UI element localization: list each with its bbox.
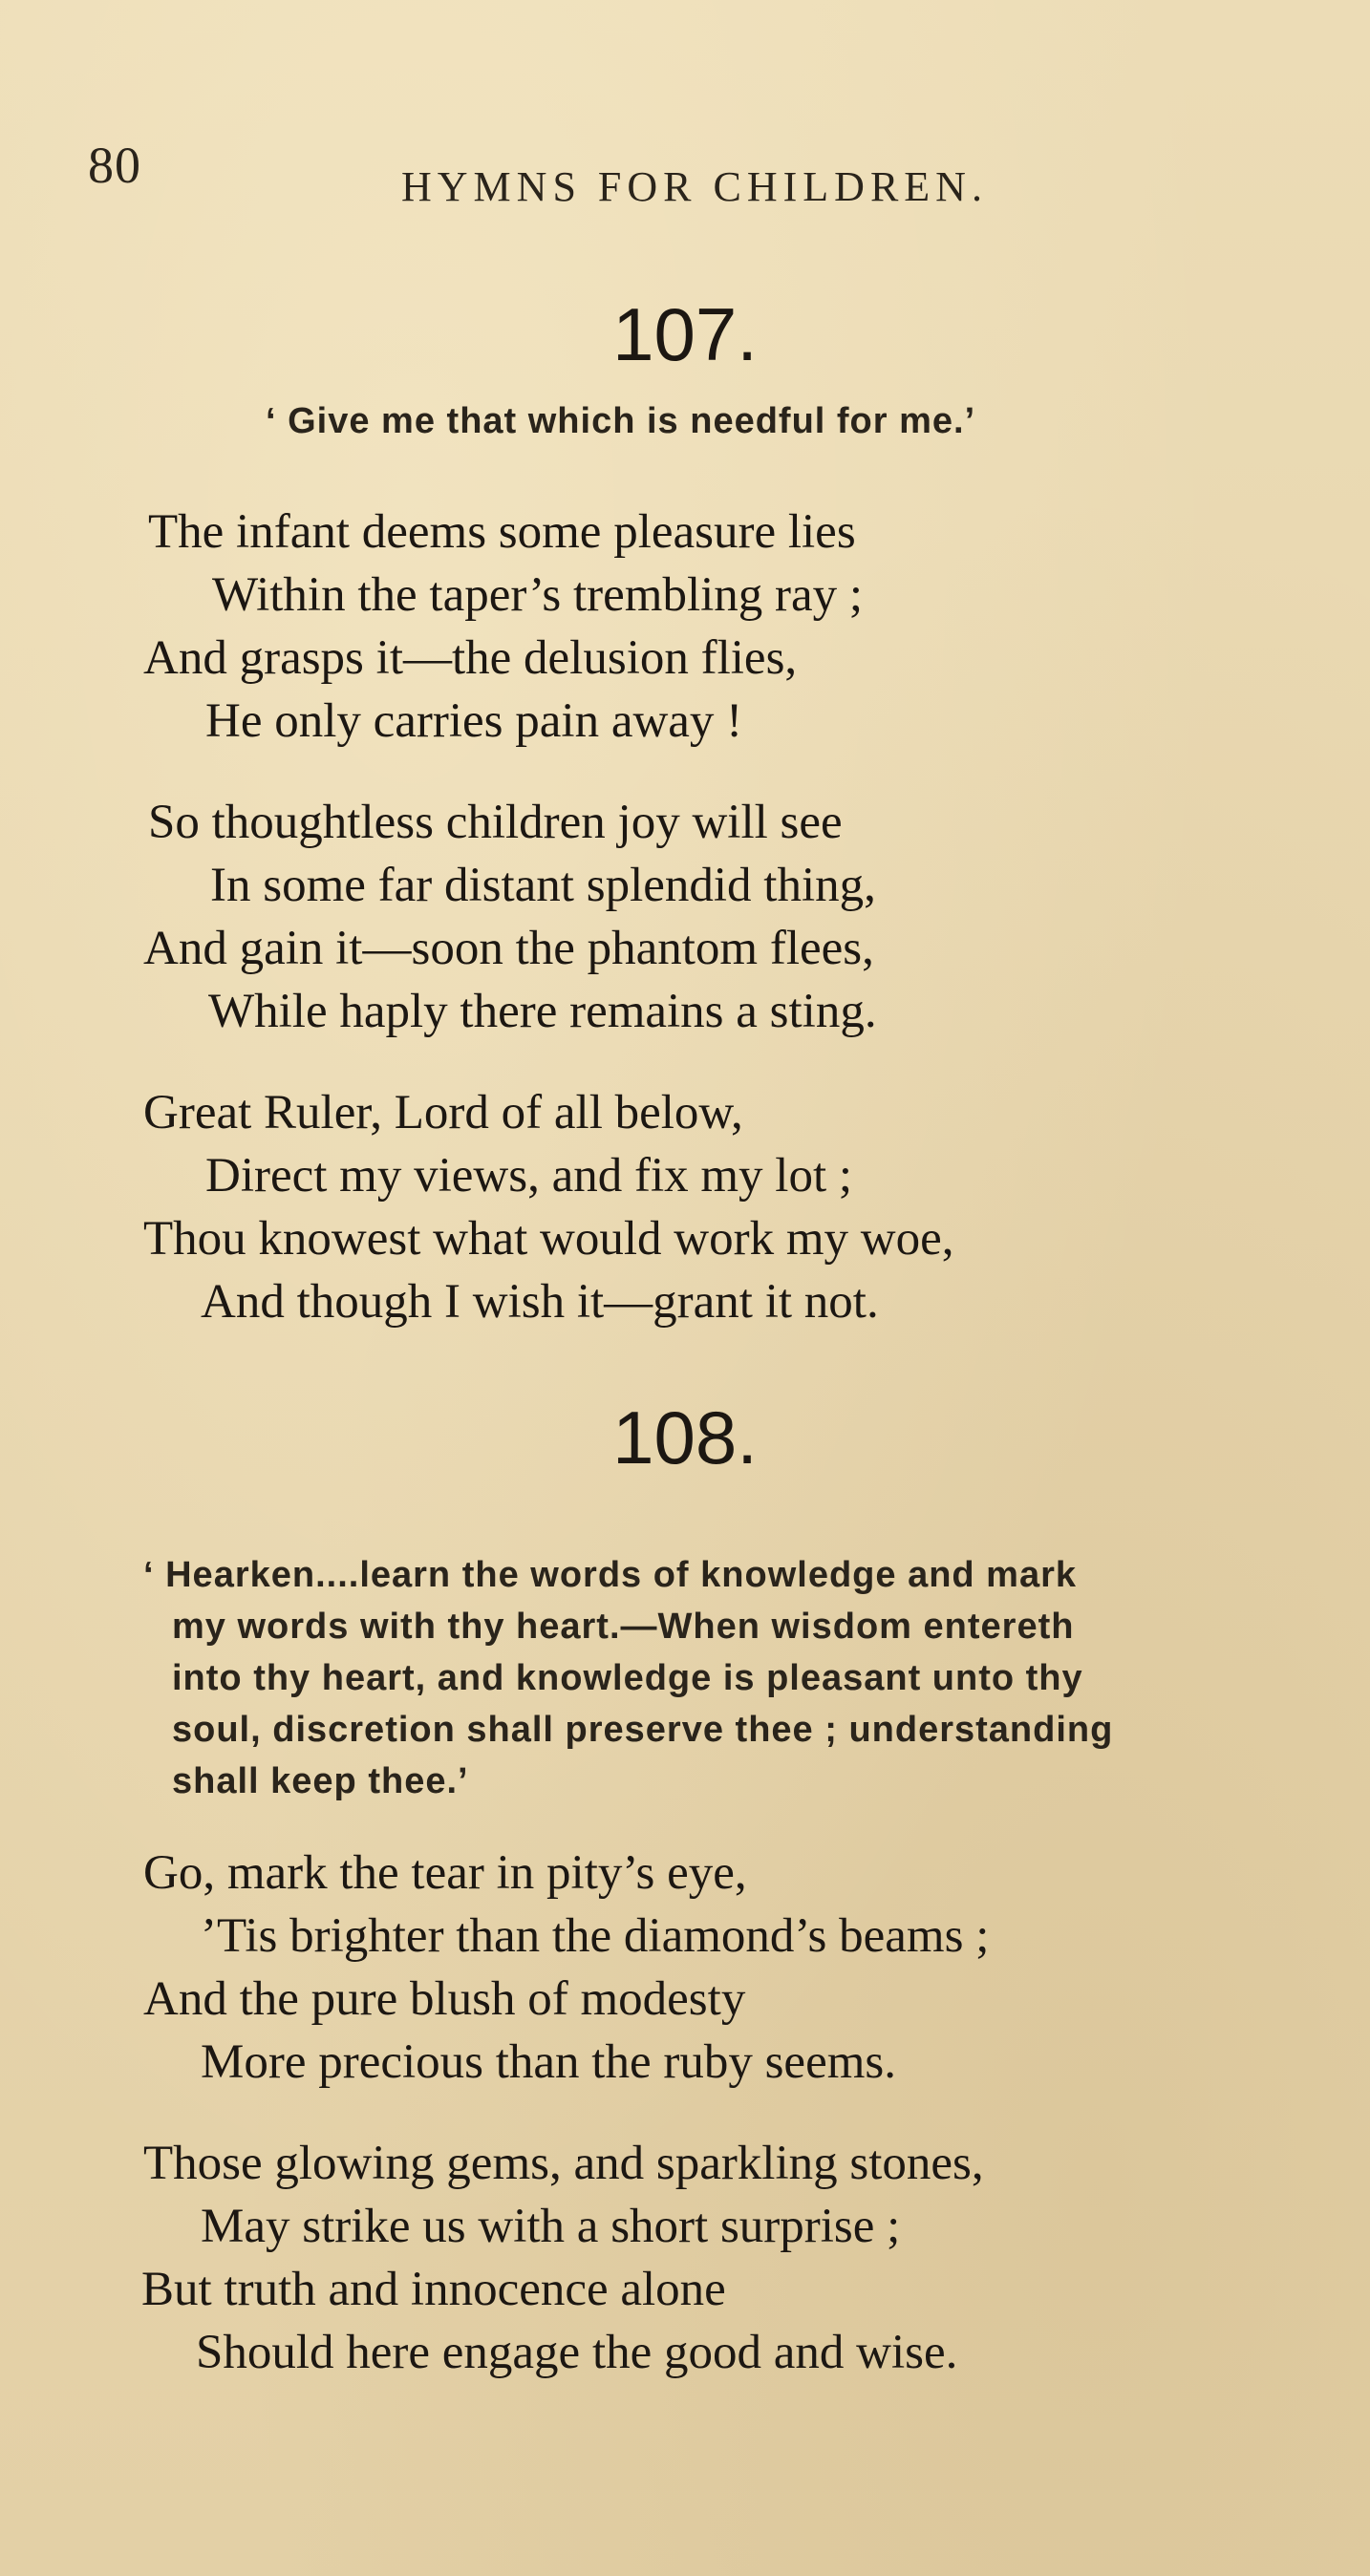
verse-line: Direct my views, and fix my lot ; [205,1149,853,1203]
verse-line: Within the taper’s trembling ray ; [212,568,864,622]
verse-line: Should here engage the good and wise. [196,2326,958,2379]
epigraph-line: into thy heart, and knowledge is pleasant unto thy [172,1658,1083,1698]
verse-line: So thoughtless children joy will see [148,796,843,849]
verse-line: He only carries pain away ! [205,694,743,748]
epigraph-line: my words with thy heart.—When wisdom entereth [172,1607,1075,1647]
verse-line: Those glowing gems, and sparkling stones, [143,2137,984,2190]
verse-line: Great Ruler, Lord of all below, [143,1086,743,1139]
epigraph-line: ‘ Give me that which is needful for me.’ [266,401,976,441]
verse-line: ’Tis brighter than the diamond’s beams ; [201,1909,990,1963]
verse-line: And gain it—soon the phantom flees, [143,922,874,975]
verse-line: Go, mark the tear in pity’s eye, [143,1846,747,1900]
epigraph-line: shall keep thee.’ [172,1761,469,1801]
running-header: HYMNS FOR CHILDREN. [401,163,988,210]
hymn-number: 107. [612,292,758,376]
verse-line: While haply there remains a sting. [208,985,877,1038]
verse-line: May strike us with a short surprise ; [201,2200,901,2253]
verse-line: And the pure blush of modesty [143,1972,746,2026]
verse-line: And grasps it—the delusion flies, [143,631,798,685]
hymn-number: 108. [612,1395,758,1480]
verse-line: Thou knowest what would work my woe, [143,1212,954,1266]
verse-line: And though I wish it—grant it not. [201,1275,879,1329]
verse-line: More precious than the ruby seems. [201,2035,896,2089]
page-number: 80 [88,137,141,194]
verse-line: In some far distant splendid thing, [210,859,876,912]
verse-line: The infant deems some pleasure lies [148,505,856,559]
epigraph-line: soul, discretion shall preserve thee ; understanding [172,1710,1114,1750]
epigraph-line: ‘ Hearken....learn the words of knowledge and mark [143,1555,1078,1595]
verse-line: But truth and innocence alone [141,2263,726,2316]
